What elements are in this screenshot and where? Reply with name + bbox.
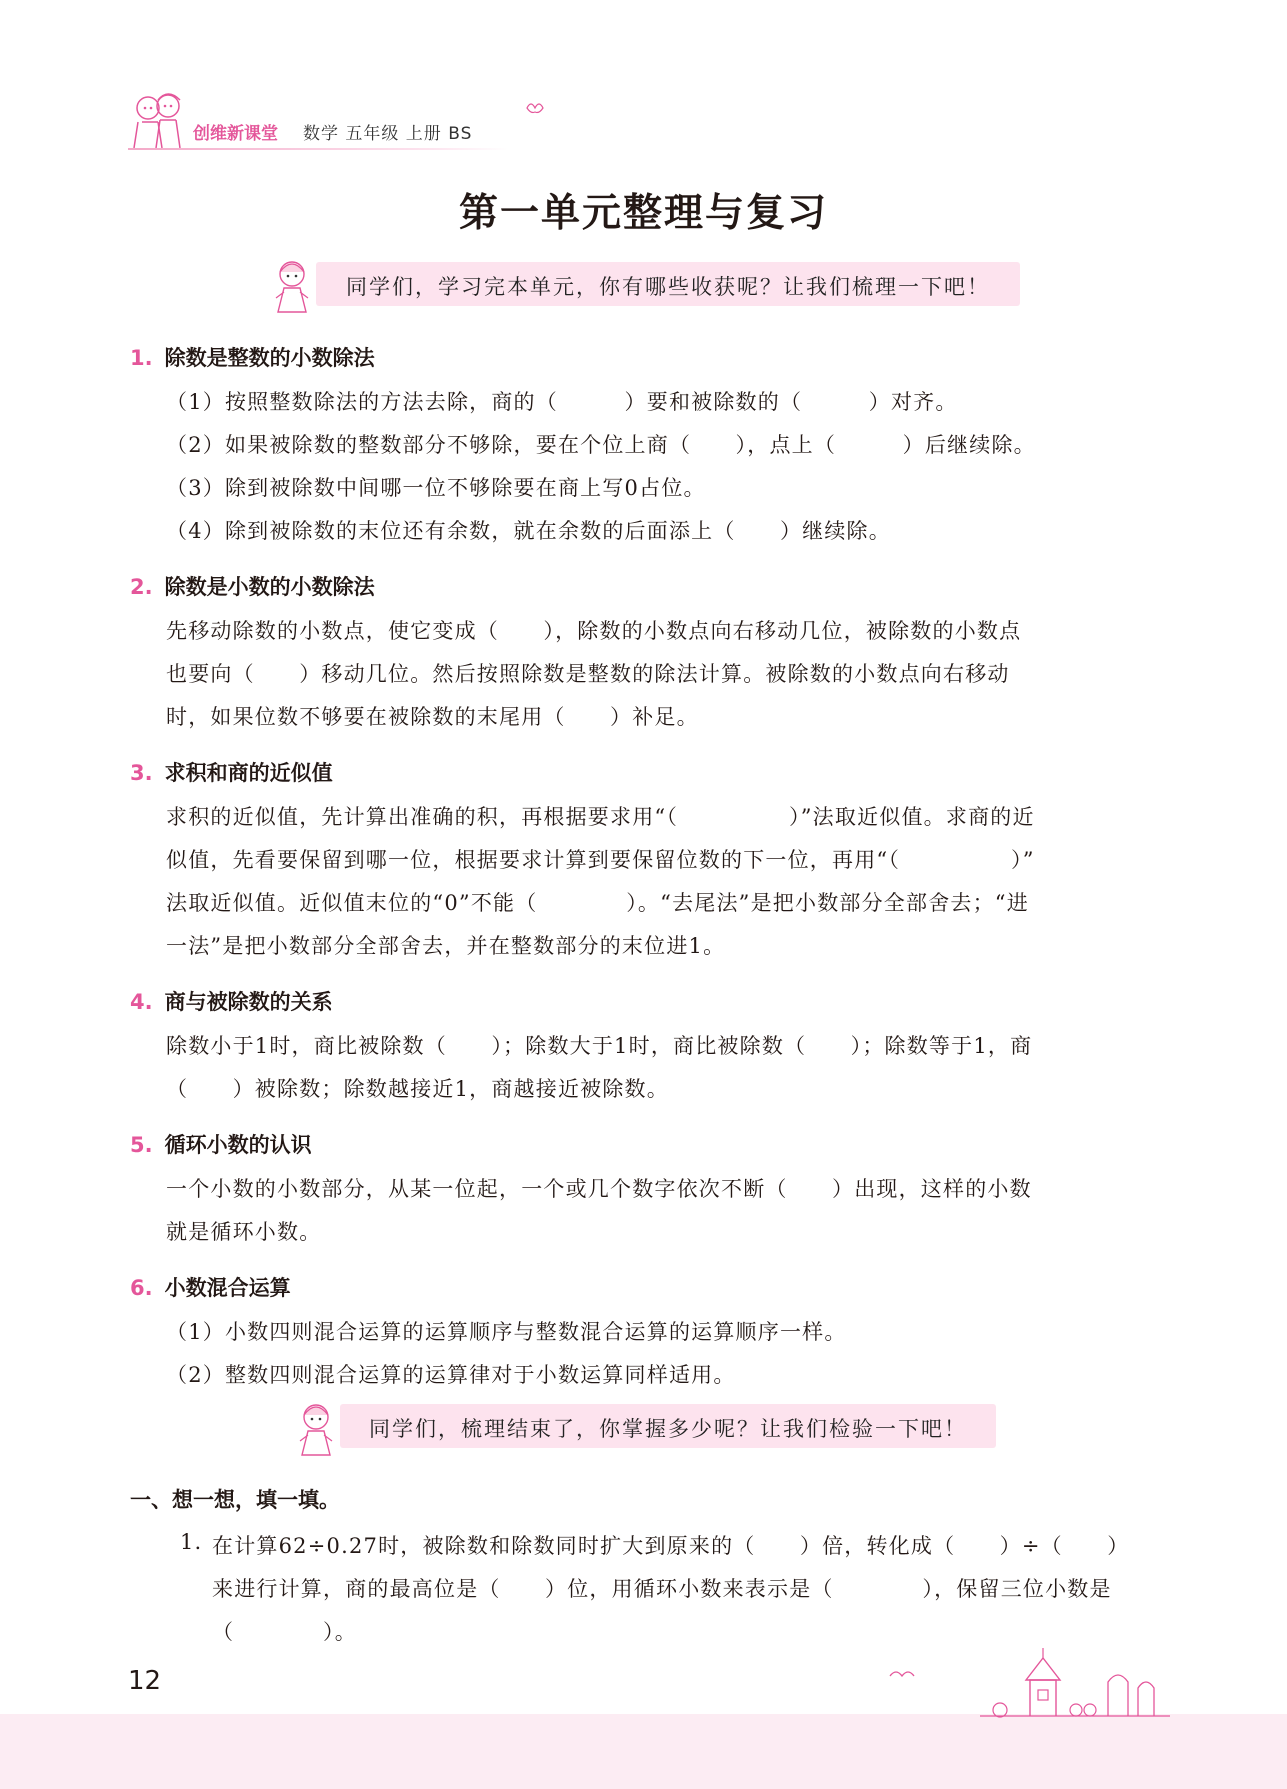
section-title: 除数是小数的小数除法 [164,575,375,599]
banner-top-text: 同学们，学习完本单元，你有哪些收获呢？让我们梳理一下吧！ [346,275,990,299]
header-underline [128,148,508,150]
section-6-heading [130,1272,291,1302]
section-number: 6. [130,1276,153,1300]
book-subject: 数学 五年级 上册 BS [303,124,473,144]
section-title: 循环小数的认识 [164,1133,312,1157]
section-line: 除数小于1时，商比被除数（ ）；除数大于1时，商比被除数（ ）；除数等于1，商 [166,1034,1033,1058]
section-title: 小数混合运算 [164,1276,291,1300]
section-line: （2）整数四则混合运算的运算律对于小数运算同样适用。 [166,1363,736,1387]
section-line: 先移动除数的小数点，使它变成（ ），除数的小数点向右移动几位，被除数的小数点 [166,619,1022,643]
section-line: （3）除到被除数中间哪一位不够除要在商上写0占位。 [166,476,706,500]
section-line: 一法”是把小数部分全部舍去，并在整数部分的末位进1。 [166,934,726,958]
section-number: 5. [130,1133,153,1157]
page-number: 12 [128,1666,162,1696]
section-3-heading [130,757,333,787]
section-line: 求积的近似值，先计算出准确的积，再根据要求用“（ ）”法取近似值。求商的近 [166,805,1035,829]
section-1-heading [130,342,375,372]
castle-deco-icon [880,1646,1180,1722]
question-line: 在计算62÷0.27时，被除数和除数同时扩大到原来的（ ）倍，转化成（ ）÷（ ） [212,1534,1130,1558]
section-line: 一个小数的小数部分，从某一位起，一个或几个数字依次不断（ ）出现，这样的小数 [166,1177,1032,1201]
page-header [128,88,528,158]
section-line: 似值，先看要保留到哪一位，根据要求计算到要保留位数的下一位，再用“（ ）” [166,848,1035,872]
girl-mascot-icon [296,1401,336,1459]
section-number: 3. [130,761,153,785]
section-title: 商与被除数的关系 [164,990,333,1014]
section-line: 法取近似值。近似值末位的“0”不能（ ）。“去尾法”是把小数部分全部舍去；“进 [166,891,1029,915]
exercise-heading: 一、想一想，填一填。 [130,1488,340,1512]
section-line: 就是循环小数。 [166,1220,322,1244]
section-line: （1）按照整数除法的方法去除，商的（ ）要和被除数的（ ）对齐。 [166,390,958,414]
section-line: （ ）被除数；除数越接近1，商越接近被除数。 [166,1077,669,1101]
section-5-heading [130,1129,312,1159]
question-line: 来进行计算，商的最高位是（ ）位，用循环小数来表示是（ ），保留三位小数是 [212,1577,1112,1601]
footer-band [0,1714,1287,1789]
banner-bottom [340,1404,996,1448]
section-number: 1. [130,346,153,370]
brand-name: 创维新课堂 [193,124,278,144]
section-2-heading [130,571,375,601]
section-title: 除数是整数的小数除法 [164,346,375,370]
question-number: 1. [180,1530,203,1554]
section-number: 2. [130,575,153,599]
section-line: 时，如果位数不够要在被除数的末尾用（ ）补足。 [166,705,699,729]
banner-top [316,262,1020,306]
page-title: 第一单元整理与复习 [458,190,828,236]
section-line: （4）除到被除数的末位还有余数，就在余数的后面添上（ ）继续除。 [166,519,891,543]
question-line: （ ）。 [212,1620,357,1644]
flower-deco-icon [525,98,545,114]
banner-bottom-text: 同学们，梳理结束了，你掌握多少呢？让我们检验一下吧！ [369,1417,967,1441]
section-title: 求积和商的近似值 [164,761,333,785]
section-4-heading [130,986,333,1016]
section-line: （2）如果被除数的整数部分不够除，要在个位上商（ ），点上（ ）后继续除。 [166,433,1036,457]
section-number: 4. [130,990,153,1014]
section-line: 也要向（ ）移动几位。然后按照除数是整数的除法计算。被除数的小数点向右移动 [166,662,1010,686]
children-illustration-icon [128,88,190,154]
section-line: （1）小数四则混合运算的运算顺序与整数混合运算的运算顺序一样。 [166,1320,847,1344]
girl-mascot-icon [272,258,312,316]
